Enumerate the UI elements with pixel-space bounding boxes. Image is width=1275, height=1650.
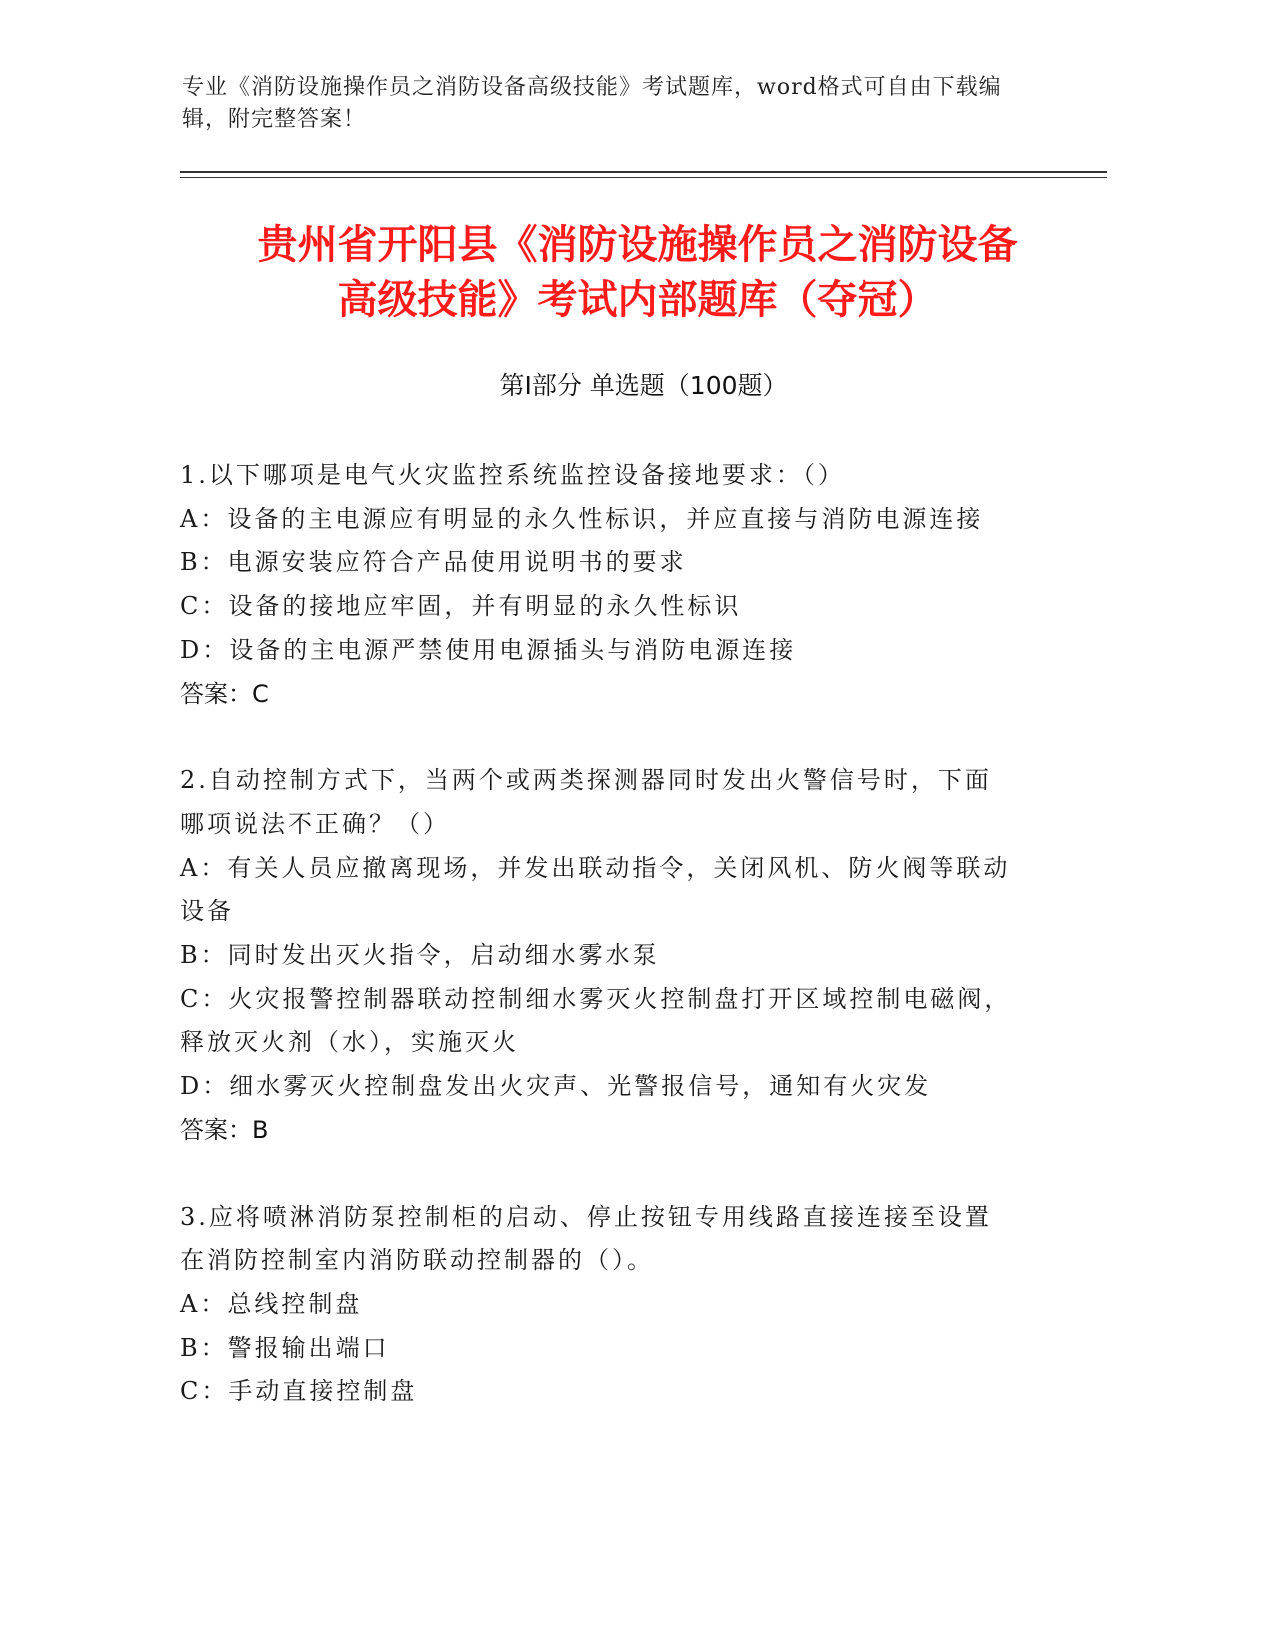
option-line: D：细水雾灭火控制盘发出火灾声、光警报信号，通知有火灾发 [180,1072,932,1101]
option-line: C：手动直接控制盘 [180,1377,418,1406]
option-line: B：电源安装应符合产品使用说明书的要求 [180,548,687,577]
section-title: 第Ⅰ部分 单选题（100题） [499,371,788,400]
header-rule-thick [180,171,1107,173]
option-line: D：设备的主电源严禁使用电源插头与消防电源连接 [180,635,797,664]
option-line: B：同时发出灭火指令，启动细水雾水泵 [180,941,660,970]
question-list [180,454,1040,1457]
option-line: A：总线控制盘 [180,1289,363,1318]
document-title-line-1: 贵州省开阳县《消防设施操作员之消防设备 [257,222,1018,268]
option-line: A：设备的主电源应有明显的永久性标识，并应直接与消防电源连接 [180,504,984,533]
option-line: A：有关人员应撤离现场，并发出联动指令，关闭风机、防火阀等联动 [180,853,1011,882]
option-line: B：警报输出端口 [180,1333,390,1362]
answer-line: 答案：C [180,679,269,708]
option-line: C：设备的接地应牢固，并有明显的永久性标识 [180,592,742,621]
question-stem-line: 2.自动控制方式下，当两个或两类探测器同时发出火警信号时，下面 [180,766,992,795]
question-stem-line: 在消防控制室内消防联动控制器的（）。 [180,1246,654,1275]
header-note: 专业《消防设施操作员之消防设备高级技能》考试题库，word格式可自由下载编辑，附完整答案！ [182,75,1002,132]
header-rule-thin [180,177,1107,178]
option-line: C：火灾报警控制器联动控制细水雾灭火控制盘打开区域控制电磁阀， [180,984,1012,1013]
question-3 [180,1196,1040,1415]
question-stem-line: 3.应将喷淋消防泵控制柜的启动、停止按钮专用线路直接连接至设置 [180,1202,992,1231]
question-1 [180,454,1040,716]
answer-line: 答案：B [180,1115,269,1144]
document-title [150,218,1125,328]
question-stem-line: 1.以下哪项是电气火灾监控系统监控设备接地要求：（） [180,461,845,489]
question-2 [180,759,1040,1152]
question-stem-line: 哪项说法不正确？（） [180,809,450,838]
document-title-line-2: 高级技能》考试内部题库（夺冠） [337,277,938,323]
option-line: 设备 [180,897,234,926]
option-line: 释放灭火剂（水），实施灭火 [180,1028,519,1057]
